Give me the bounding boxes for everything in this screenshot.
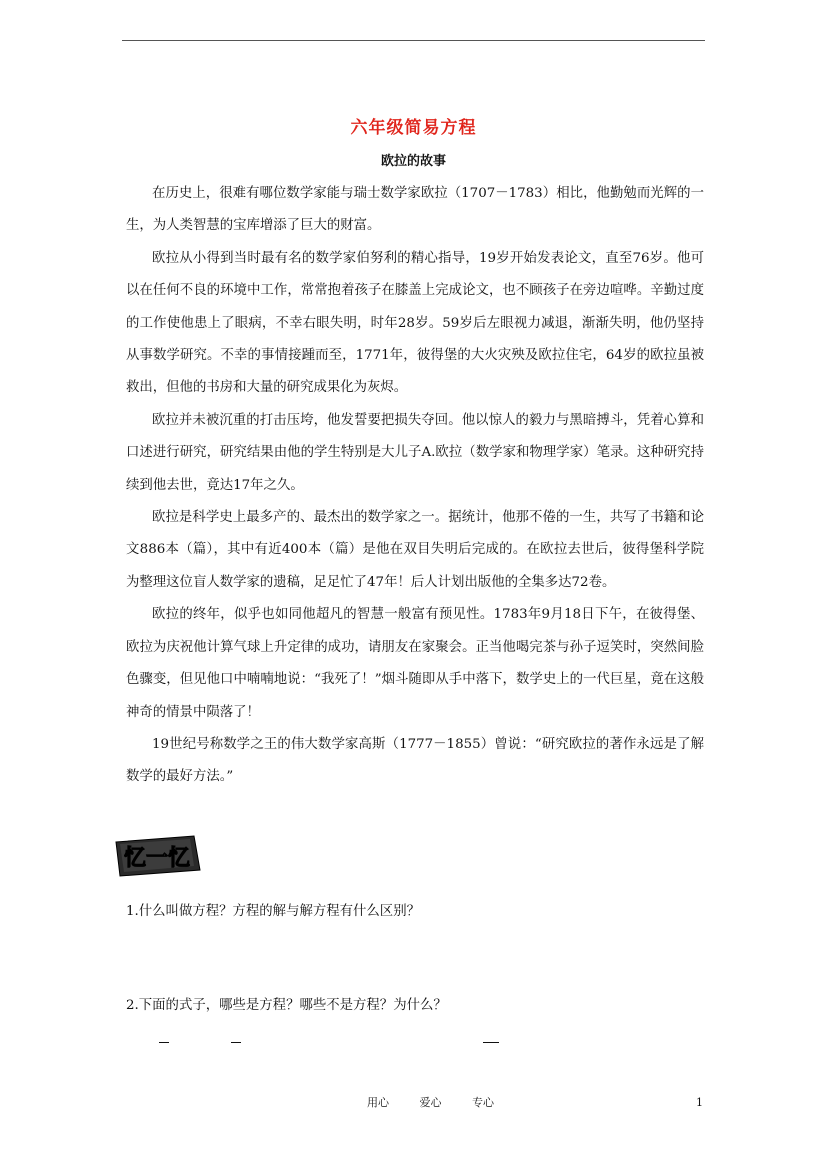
question: 1.什么叫做方程？方程的解与解方程有什么区别？ [126, 904, 420, 919]
paragraph: 19世纪号称数学之王的伟大数学家高斯（1777－1855）曾说：“研究欧拉的著作永远是了解数学的最好方法。” [126, 736, 704, 785]
paragraph: 欧拉从小得到当时最有名的数学家伯努利的精心指导，19岁开始发表论文，直至76岁。他可以在任何不良的环境中工作，常常抱着孩子在膝盖上完成论文，也不顾孩子在旁边喧哗。辛勤过度的工作使他患上了眼病，不幸右眼失明，时年28岁。59岁后左眼视力减退，渐渐失明，他仍坚持从事数学研究。不幸的事情接踵而至，1771年，彼得堡的大火灾殃及欧拉住宅，64岁的欧拉虽被救出，但他的书房和大量的研究成果化为灰烬。 [126, 250, 704, 396]
answer-blank [159, 1042, 169, 1043]
question: 2.下面的式子，哪些是方程？哪些不是方程？为什么？ [126, 998, 447, 1013]
paragraph: 欧拉是科学史上最多产的、最杰出的数学家之一。据统计，他那不倦的一生，共写了书籍和论文886本（篇），其中有近400本（篇）是他在双目失明后完成的。在欧拉去世后，彼得堡科学院为整理这位盲人数学家的遗稿，足足忙了47年！后人计划出版他的全集多达72卷。 [126, 510, 704, 590]
page-title: 六年级简易方程 [350, 118, 477, 138]
article-body [126, 178, 704, 794]
section-badge [110, 832, 203, 878]
page-number: 1 [696, 1096, 703, 1109]
footer-word: 专心 [472, 1096, 494, 1109]
answer-blank [483, 1042, 499, 1043]
paragraph: 欧拉并未被沉重的打击压垮，他发誓要把损失夺回。他以惊人的毅力与黑暗搏斗，凭着心算和口述进行研究，研究结果由他的学生特别是大儿子A.欧拉（数学家和物理学家）笔录。这种研究持续到他去世，竟达17年之久。 [126, 412, 704, 493]
footer-word: 用心 [367, 1096, 389, 1109]
section-badge-label: 忆一忆 [123, 846, 191, 871]
answer-blank [231, 1042, 241, 1043]
article-subtitle: 欧拉的故事 [380, 154, 446, 169]
paragraph: 在历史上，很难有哪位数学家能与瑞士数学家欧拉（1707－1783）相比，他勤勉而光辉的一生，为人类智慧的宝库增添了巨大的财富。 [126, 186, 704, 234]
footer-motto [367, 1094, 521, 1110]
footer-word: 爱心 [419, 1096, 442, 1109]
paragraph: 欧拉的终年，似乎也如同他超凡的智慧一般富有预见性。1783年9月18日下午，在彼得堡、欧拉为庆祝他计算气球上升定律的成功，请朋友在家聚会。正当他喝完茶与孙子逗笑时，突然间脸色骤变，但见他口中喃喃地说：“我死了！”烟斗随即从手中落下，数学史上的一代巨星，竟在这般神奇的情景中陨落了！ [126, 607, 704, 720]
header-rule [122, 40, 705, 41]
